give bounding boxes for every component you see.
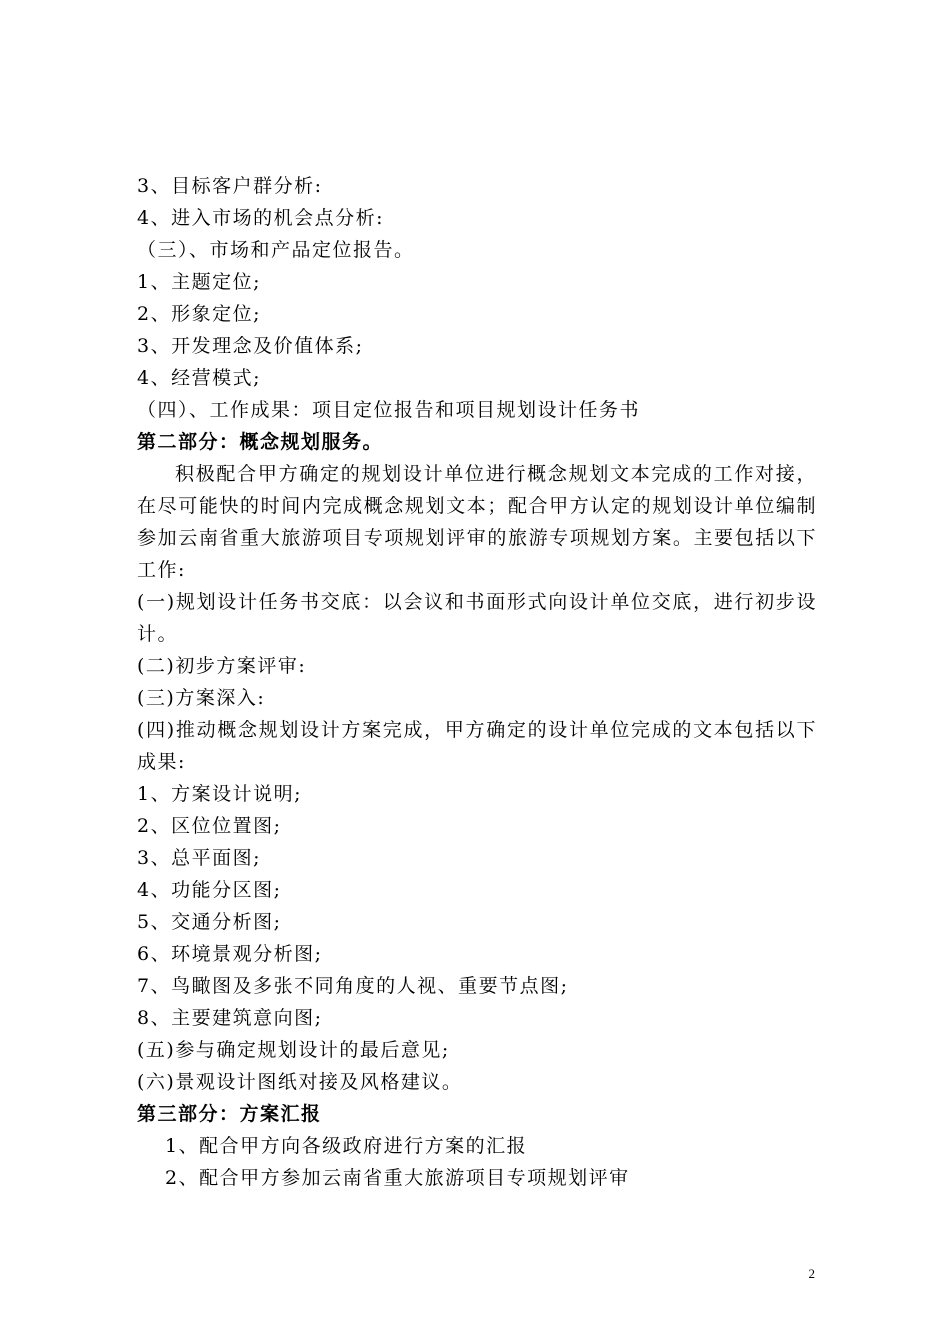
section-heading: 第二部分：概念规划服务。 [137, 431, 384, 453]
result-item: 6、环境景观分析图; [137, 943, 323, 965]
list-item: 4、经营模式; [137, 367, 261, 389]
result-item: 5、交通分析图; [137, 911, 282, 933]
result-item: 4、功能分区图; [137, 879, 282, 901]
subsection-heading: （三）、市场和产品定位报告。 [137, 239, 415, 261]
list-item: (三)方案深入: [137, 687, 266, 709]
list-item: 4、进入市场的机会点分析: [137, 207, 384, 229]
result-item: 8、主要建筑意向图; [137, 1007, 323, 1029]
subsection-heading: （四）、工作成果：项目定位报告和项目规划设计任务书 [137, 399, 641, 421]
section-heading: 第三部分：方案汇报 [137, 1103, 322, 1125]
list-item: 1、配合甲方向各级政府进行方案的汇报 [165, 1135, 528, 1157]
list-item: 2、形象定位; [137, 303, 261, 325]
list-item: (四)推动概念规划设计方案完成，甲方确定的设计单位完成的文本包括以下成果: [137, 719, 817, 773]
list-item: 3、目标客户群分析: [137, 175, 323, 197]
page-number: 2 [808, 1266, 815, 1281]
list-item: (一)规划设计任务书交底：以会议和书面形式向设计单位交底，进行初步设计。 [137, 591, 817, 645]
result-item: 3、总平面图; [137, 847, 261, 869]
list-item: 3、开发理念及价值体系; [137, 335, 364, 357]
list-item: 2、配合甲方参加云南省重大旅游项目专项规划评审 [165, 1167, 630, 1189]
result-item: 1、方案设计说明; [137, 783, 302, 805]
list-item: (六)景观设计图纸对接及风格建议。 [137, 1071, 463, 1093]
document-body [137, 170, 817, 1194]
list-item: (二)初步方案评审: [137, 655, 307, 677]
section-intro-paragraph: 积极配合甲方确定的规划设计单位进行概念规划文本完成的工作对接，在尽可能快的时间内完成概念规划文本；配合甲方认定的规划设计单位编制参加云南省重大旅游项目专项规划评审的旅游专项规划方案。主要包括以下工作: [137, 463, 817, 581]
result-item: 2、区位位置图; [137, 815, 282, 837]
result-item: 7、鸟瞰图及多张不同角度的人视、重要节点图; [137, 975, 569, 997]
list-item: (五)参与确定规划设计的最后意见; [137, 1039, 450, 1061]
list-item: 1、主题定位; [137, 271, 261, 293]
